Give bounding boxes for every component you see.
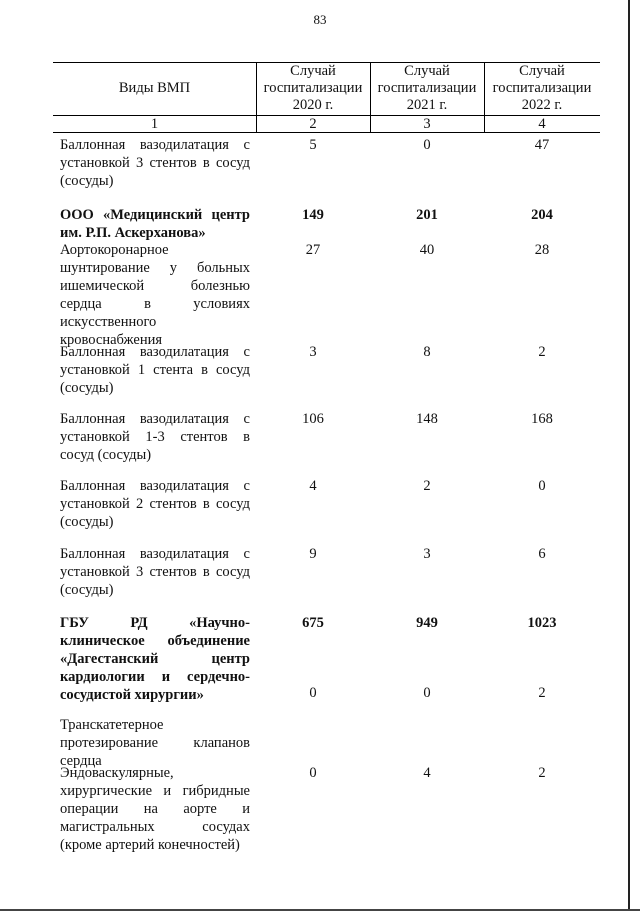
value-2022: 168: [531, 411, 553, 427]
header-2021: Случай госпитализации 2021 г.: [377, 63, 477, 113]
header-vmp-type: Виды ВМП: [118, 80, 191, 96]
value-2022: 0: [538, 478, 546, 494]
column-number-2: 2: [256, 115, 370, 133]
value-2020: 27: [305, 242, 321, 258]
value-2020: 149: [302, 207, 324, 223]
value-2022: 2: [538, 765, 546, 781]
value-2021: 949: [416, 615, 438, 631]
column-number-4: 4: [484, 115, 600, 133]
row-label: Аортокоронарное шунтирование у больных ишемической болезнью сердца в условиях искусственного кровоснабжения: [60, 242, 250, 348]
value-2020: 9: [309, 546, 317, 562]
value-2022: 28: [534, 242, 550, 258]
value-2021: 3: [423, 546, 431, 562]
row-label: Баллонная вазодилатация с установкой 1-3 стентов в сосуд (сосуды): [60, 411, 250, 463]
row-label: Транскатетерное протезирование клапанов сердца: [60, 717, 250, 769]
value-2020: 5: [309, 137, 317, 153]
column-number-3: 3: [370, 115, 484, 133]
value-2021: 2: [423, 478, 431, 494]
value-2022: 204: [531, 207, 553, 223]
value-2021: 148: [416, 411, 438, 427]
value-2022: 1023: [527, 615, 557, 631]
row-label: Баллонная вазодилатация с установкой 3 стентов в сосуд (сосуды): [60, 137, 250, 189]
value-2020: 0: [309, 685, 317, 701]
value-2020: 106: [302, 411, 324, 427]
scan-edge-line: [628, 0, 630, 911]
row-label: ООО «Медицинский центр им. Р.П. Аскерханова»: [60, 207, 250, 241]
page-number: 83: [313, 12, 327, 27]
row-label: Баллонная вазодилатация с установкой 1 стента в сосуд (сосуды): [60, 344, 250, 396]
value-2020: 675: [302, 615, 324, 631]
column-number-1: 1: [53, 115, 256, 133]
value-2021: 201: [416, 207, 438, 223]
value-2021: 0: [423, 685, 431, 701]
value-2021: 0: [423, 137, 431, 153]
header-2022: Случай госпитализации 2022 г.: [492, 63, 592, 113]
row-label: Баллонная вазодилатация с установкой 2 стентов в сосуд (сосуды): [60, 478, 250, 530]
value-2021: 40: [419, 242, 435, 258]
value-2022: 47: [534, 137, 550, 153]
value-2020: 4: [309, 478, 317, 494]
header-2020: Случай госпитализации 2020 г.: [263, 63, 363, 113]
row-label: Баллонная вазодилатация с установкой 3 стентов в сосуд (сосуды): [60, 546, 250, 598]
value-2022: 6: [538, 546, 546, 562]
value-2020: 3: [309, 344, 317, 360]
value-2022: 2: [538, 685, 546, 701]
value-2020: 0: [309, 765, 317, 781]
value-2021: 8: [423, 344, 431, 360]
row-label: ГБУ РД «Научно-клиническое объединение «Дагестанский центр кардиологии и сердечно-сосудистой хирургии»: [60, 615, 250, 703]
value-2022: 2: [538, 344, 546, 360]
table-header: [53, 62, 600, 133]
value-2021: 4: [423, 765, 431, 781]
row-label: Эндоваскулярные, хирургические и гибридные операции на аорте и магистральных сосудах (кроме артерий конечностей): [60, 765, 250, 853]
